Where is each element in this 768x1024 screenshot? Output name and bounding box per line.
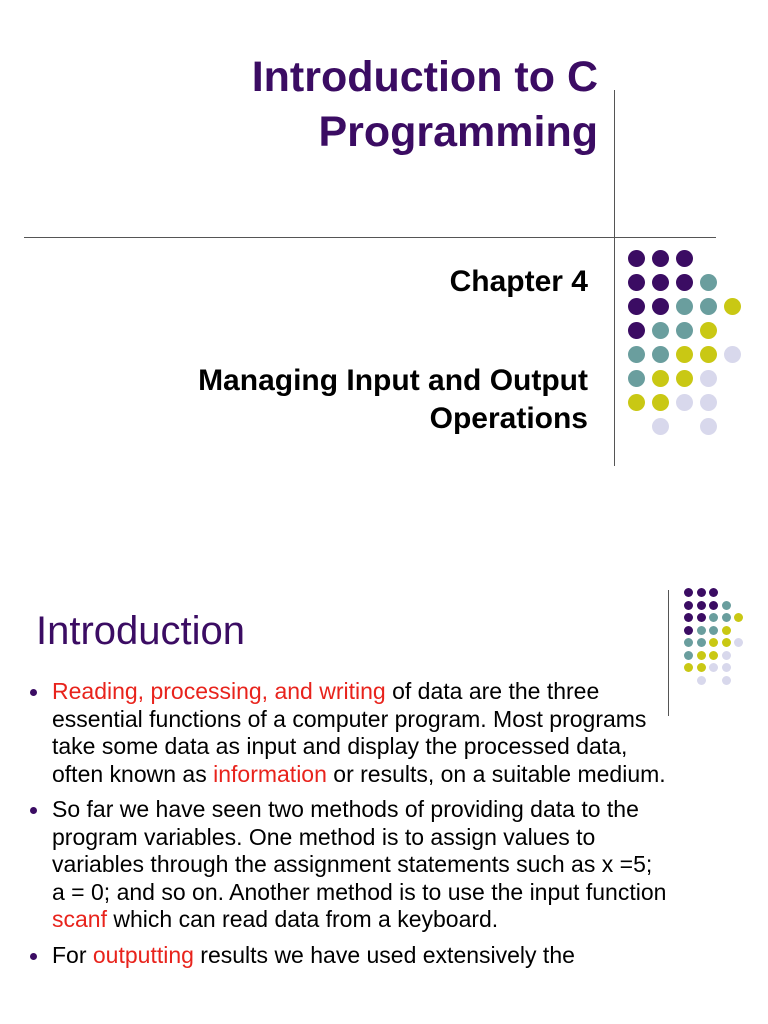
decorative-dot — [697, 601, 706, 610]
slide-title-line-2: Programming — [318, 108, 598, 156]
decorative-dot — [697, 638, 706, 647]
decorative-dot — [628, 250, 645, 267]
highlight-text: outputting — [92, 941, 194, 968]
decorative-dot — [697, 663, 706, 672]
decorative-dot — [734, 613, 743, 622]
decorative-dot — [628, 274, 645, 291]
decorative-dot — [684, 613, 693, 622]
decorative-dot — [676, 274, 693, 291]
decorative-dot — [697, 651, 706, 660]
decorative-dot — [700, 370, 717, 387]
vertical-divider — [614, 90, 615, 466]
decorative-dot — [700, 322, 717, 339]
decorative-dot — [676, 394, 693, 411]
highlight-text: scanf — [52, 906, 107, 932]
chapter-subtitle-line-1: Managing Input and Output — [198, 364, 588, 397]
decorative-dot — [684, 626, 693, 635]
decorative-dot — [700, 346, 717, 363]
decorative-dot — [652, 418, 669, 435]
decorative-dot — [684, 601, 693, 610]
horizontal-divider — [24, 237, 716, 238]
bullet-dot-icon — [30, 807, 37, 814]
decorative-dot — [628, 370, 645, 387]
vertical-divider — [668, 590, 669, 716]
slide-title — [38, 50, 598, 160]
decorative-dot — [652, 346, 669, 363]
decorative-dot — [652, 370, 669, 387]
decorative-dot — [700, 274, 717, 291]
decorative-dot — [724, 346, 741, 363]
decorative-dot — [676, 346, 693, 363]
bullet-item — [28, 942, 668, 970]
decorative-dot-grid — [628, 250, 748, 440]
decorative-dot — [734, 638, 743, 647]
decorative-dot — [676, 250, 693, 267]
decorative-dot — [709, 588, 718, 597]
highlight-text: information — [213, 760, 327, 787]
decorative-dot — [676, 322, 693, 339]
decorative-dot — [722, 638, 731, 647]
decorative-dot — [700, 418, 717, 435]
bullet-text: or results, on a suitable medium. — [326, 760, 666, 787]
bullet-item — [28, 678, 668, 788]
decorative-dot — [709, 663, 718, 672]
bullet-text: of data are the three essential functions of a computer program. Most programs take some data as input and display the processed data, often known as — [52, 678, 647, 787]
decorative-dot — [628, 346, 645, 363]
decorative-dot — [709, 601, 718, 610]
decorative-dot — [652, 250, 669, 267]
decorative-dot — [697, 676, 706, 685]
decorative-dot — [684, 651, 693, 660]
highlight-text: Reading, processing, and writing — [52, 678, 386, 704]
decorative-dot — [722, 626, 731, 635]
decorative-dot — [652, 394, 669, 411]
chapter-label: Chapter 4 — [449, 265, 588, 298]
bullet-dot-icon — [30, 953, 37, 960]
decorative-dot — [722, 676, 731, 685]
bullet-dot-icon — [30, 689, 37, 696]
decorative-dot — [724, 298, 741, 315]
decorative-dot — [709, 613, 718, 622]
decorative-dot — [700, 394, 717, 411]
decorative-dot — [722, 601, 731, 610]
decorative-dot — [722, 663, 731, 672]
bullet-list — [28, 678, 668, 977]
decorative-dot — [709, 626, 718, 635]
chapter-subtitle-line-2: Operations — [429, 402, 588, 435]
decorative-dot — [652, 298, 669, 315]
bullet-text: results we have used extensively the — [193, 941, 575, 968]
slide-heading: Introduction — [36, 609, 246, 653]
decorative-dot — [676, 370, 693, 387]
bullet-text: So far we have seen two methods of providing data to the program variables. One method is to assign values to variables through the assignment statements such as x =5; a = 0; and so on. Another method is to use the input function — [52, 796, 667, 905]
decorative-dot — [676, 298, 693, 315]
content-slide — [0, 560, 768, 1024]
slide-title-line-1: Introduction to C — [251, 53, 598, 101]
decorative-dot — [684, 638, 693, 647]
decorative-dot — [722, 613, 731, 622]
decorative-dot — [628, 394, 645, 411]
decorative-dot — [628, 322, 645, 339]
bullet-text: For — [52, 941, 93, 968]
decorative-dot — [709, 638, 718, 647]
bullet-item — [28, 796, 668, 934]
decorative-dot — [652, 322, 669, 339]
decorative-dot — [722, 651, 731, 660]
chapter-subtitle — [68, 362, 588, 438]
decorative-dot — [652, 274, 669, 291]
decorative-dot — [700, 298, 717, 315]
decorative-dot — [709, 651, 718, 660]
decorative-dot — [628, 298, 645, 315]
decorative-dot — [697, 626, 706, 635]
decorative-dot — [697, 588, 706, 597]
decorative-dot — [684, 663, 693, 672]
decorative-dot-grid — [684, 588, 768, 698]
decorative-dot — [684, 588, 693, 597]
bullet-text: which can read data from a keyboard. — [106, 906, 499, 932]
decorative-dot — [697, 613, 706, 622]
